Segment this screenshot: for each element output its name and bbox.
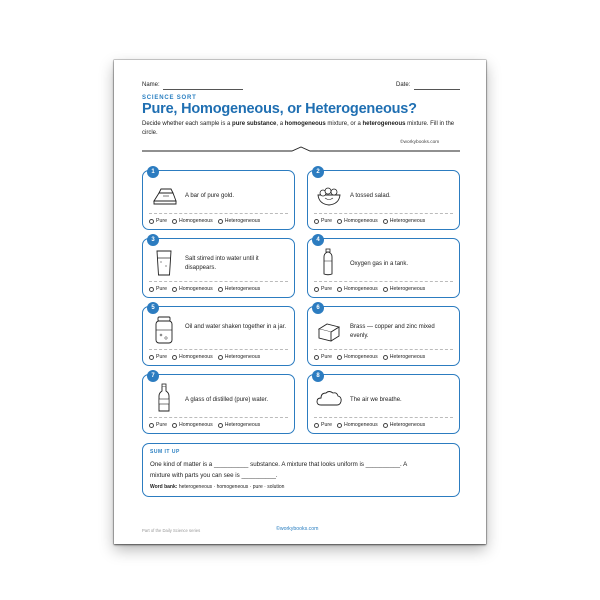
question-text: The air we breathe. [350,397,402,403]
question-text: Brass — copper and zinc mixed evenly. [350,324,435,339]
answer-options [149,354,260,360]
question-card-8 [307,374,460,434]
answer-options [314,354,425,360]
question-text: A bar of pure gold. [185,193,235,199]
option-heterogeneous[interactable]: Heterogeneous [218,286,260,292]
kicker: SCIENCE SORT [142,95,197,101]
question-card-3 [142,238,295,298]
option-heterogeneous[interactable]: Heterogeneous [383,286,425,292]
question-text: A glass of distilled (pure) water. [185,397,269,403]
summary-title: SUM IT UP [150,449,180,455]
question-number: 7 [147,370,159,382]
word-bank: Word bank: heterogeneous · homogeneous · pure · solution [150,484,285,490]
question-text: Oil and water shaken together in a jar. [185,324,287,330]
option-homogeneous[interactable]: Homogeneous [337,218,378,224]
option-homogeneous[interactable]: Homogeneous [337,354,378,360]
name-label: Name: [142,82,160,88]
gas-tank-icon [315,247,343,277]
question-number: 8 [312,370,324,382]
option-heterogeneous[interactable]: Heterogeneous [218,422,260,428]
footer-brand: ©workybooks.com [276,526,319,532]
question-text: Salt stirred into water until it disappears. [185,256,259,271]
option-homogeneous[interactable]: Homogeneous [172,218,213,224]
question-card-5 [142,306,295,366]
option-pure[interactable]: Pure [149,422,167,428]
option-heterogeneous[interactable]: Heterogeneous [218,354,260,360]
option-homogeneous[interactable]: Homogeneous [337,422,378,428]
summary-text[interactable]: One kind of matter is a __________ substance. A mixture that looks uniform is __________. A mixture with parts you can see is __________. [150,461,408,479]
option-heterogeneous[interactable]: Heterogeneous [383,218,425,224]
question-number: 3 [147,234,159,246]
option-pure[interactable]: Pure [314,354,332,360]
date-label: Date: [396,82,411,88]
instructions: Decide whether each sample is a pure substance, a homogeneous mixture, or a heterogeneous mixture. Fill in the circle. [142,121,455,136]
answer-options [314,286,425,292]
answer-options [149,218,260,224]
question-card-4 [307,238,460,298]
question-card-2 [307,170,460,230]
question-card-7 [142,374,295,434]
bottle-icon [150,383,178,413]
option-pure[interactable]: Pure [314,422,332,428]
salad-bowl-icon [315,179,343,209]
question-number: 4 [312,234,324,246]
brass-block-icon [315,315,343,345]
water-glass-icon [150,247,178,277]
worksheet [114,60,486,544]
date-blank[interactable] [414,89,460,90]
answer-options [149,286,260,292]
option-homogeneous[interactable]: Homogeneous [172,286,213,292]
brand-credit: ©workybooks.com [400,140,440,145]
name-date-row [142,82,460,92]
option-homogeneous[interactable]: Homogeneous [172,354,213,360]
question-card-6 [307,306,460,366]
cloud-icon [315,383,343,413]
footer-series: Part of the Daily Science series [142,528,201,533]
option-homogeneous[interactable]: Homogeneous [172,422,213,428]
answer-options [314,422,425,428]
question-text: Oxygen gas in a tank. [350,261,409,267]
answer-options [314,218,425,224]
question-number: 5 [147,302,159,314]
option-pure[interactable]: Pure [149,218,167,224]
option-heterogeneous[interactable]: Heterogeneous [383,354,425,360]
option-heterogeneous[interactable]: Heterogeneous [383,422,425,428]
jar-icon [150,315,178,345]
question-number: 1 [147,166,159,178]
question-number: 6 [312,302,324,314]
option-homogeneous[interactable]: Homogeneous [337,286,378,292]
option-pure[interactable]: Pure [149,286,167,292]
option-pure[interactable]: Pure [314,286,332,292]
option-pure[interactable]: Pure [314,218,332,224]
answer-options [149,422,260,428]
question-number: 2 [312,166,324,178]
question-card-1 [142,170,295,230]
gold-bar-icon [150,179,178,209]
page-title: Pure, Homogeneous, or Heterogeneous? [142,101,417,117]
option-pure[interactable]: Pure [149,354,167,360]
option-heterogeneous[interactable]: Heterogeneous [218,218,260,224]
divider [142,146,460,154]
name-blank[interactable] [163,89,243,90]
question-text: A tossed salad. [350,193,391,199]
summary-box [142,443,460,497]
